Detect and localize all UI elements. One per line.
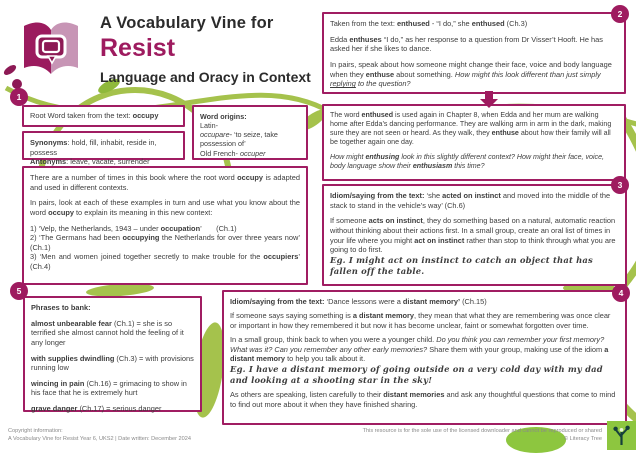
- copyright-detail: A Vocabulary Vine for Resist Year 6, UKS2 | Date written: December 2024: [8, 436, 191, 443]
- synonyms-line: Synonyms: hold, fill, inhabit, reside in, possess: [30, 138, 157, 157]
- phrase-item: almost unbearable fear (Ch.1) = she is so terrified she almost cannot hold the feeling of it any longer: [31, 318, 184, 347]
- footer: [0, 424, 636, 450]
- step-badge-5: 5: [10, 282, 28, 300]
- paragraph: Idiom/saying from the text: ‘Dance lessons were a distant memory’ (Ch.15): [230, 297, 487, 306]
- step-badge-1: 1: [10, 88, 28, 106]
- enthused-quote-box: [322, 12, 626, 94]
- page-subtitle: Language and Oracy in Context: [100, 69, 311, 85]
- paragraph: Edda enthuses “I do,” as her response to a question from Dr Visser’t Hooft. He has asked her if she likes to dance.: [330, 34, 603, 54]
- license-text: This resource is for the sole use of the licensed downloader and cannot be reproduced or shared: [362, 428, 602, 435]
- example-handwriting: Eg. I have a distant memory of going outside on a very cold day with my dad and looking at a shooting star in the sky!: [230, 363, 603, 385]
- phrases-title: Phrases to bank:: [31, 303, 91, 312]
- book-speech-logo-icon: [10, 8, 92, 88]
- paragraph: If someone says saying something is a distant memory, they mean that what they are remembering was once clear or important in how they remembered it but now it has become unclear, faint or somewhat forgotten over time.: [230, 311, 611, 330]
- antonyms-line: Antonyms: leave, vacate, surrender: [30, 157, 150, 167]
- phrases-bank-box: [23, 296, 202, 412]
- phrase-item: with supplies dwindling (Ch.3) = with provisions running low: [31, 353, 194, 373]
- step-badge-3: 3: [611, 176, 629, 194]
- phrase-item: wincing in pain (Ch.16) = grimacing to show in his face that he is extremely hurt: [31, 378, 187, 398]
- origins-line-2: occupare- ‘to seize, take: [200, 130, 278, 140]
- arrow-down-connector-icon: [477, 91, 501, 108]
- paragraph: Taken from the text: enthused - “I do,” she enthused (Ch.3): [330, 19, 528, 28]
- origins-line-4: Old French- occuper: [200, 148, 266, 158]
- paragraph: How might enthusing look in this slightly different context? How might their face, voice, body language show their enthusiasm this time?: [330, 152, 605, 170]
- publisher-credit: © Literacy Tree: [563, 436, 602, 443]
- page-title: Resist: [100, 34, 176, 62]
- origins-line-3: possession of’: [200, 139, 246, 149]
- enthused-context-box: [322, 104, 626, 181]
- paragraph: In pairs, speak about how someone might change their face, voice and body language when they enthuse about something. How might this look different than just simply replying to the question?: [330, 59, 612, 89]
- quote-line: 2) ‘The Germans had been occupying the Netherlands for over three years now’ (Ch.1): [30, 233, 300, 252]
- copyright-label: Copyright information:: [8, 428, 63, 435]
- root-word-text: Root Word taken from the text: occupy: [30, 111, 159, 121]
- paragraph: In a small group, think back to when you were a younger child. Do you think you can remember your first memory? What was it? Can you remember any other early memories? Share them with your group, making use of the idiom a distant memory to help you talk about it.: [230, 335, 609, 364]
- distant-memory-idiom-box: [222, 290, 627, 425]
- word-origins-title: Word origins:: [200, 112, 247, 121]
- word-origins-box: [192, 105, 308, 160]
- paragraph: The word enthused is used again in Chapter 8, when Edda and her mum are walking home after Edda’s dancing performance. They are walking arm in arm in the dark, making sure they are not seen or heard. As they walk, they enthuse about how their family will all be together again one day.: [330, 111, 612, 146]
- license-note: [363, 428, 602, 444]
- paragraph: Idiom/saying from the text: ‘she acted on instinct and moved into the middle of the stack to stand in the vehicle’s way’ (Ch.6): [330, 191, 611, 210]
- origins-line-1: Latin-: [200, 121, 218, 131]
- occupy-activity-box: [22, 166, 308, 285]
- literacy-tree-logo-icon: [607, 421, 636, 450]
- synonyms-box: [22, 131, 185, 167]
- step-badge-4: 4: [612, 284, 630, 302]
- phrase-item: grave danger (Ch.17) = serious danger: [31, 404, 162, 413]
- header-pretitle: A Vocabulary Vine for: [100, 14, 274, 32]
- paragraph: As others are speaking, listen carefully to their distant memories and ask any thoughtful questions that come to mind to find out more about it when they have finished sharing.: [230, 390, 616, 409]
- example-handwriting: Eg. I might act on instinct to catch an object that has fallen off the table.: [330, 254, 593, 276]
- step-badge-2: 2: [611, 5, 629, 23]
- copyright-info: [8, 428, 191, 444]
- root-word-box: [22, 105, 185, 127]
- quote-line: 3) ‘Men and women joined together secretly to make trouble for the occupiers’ (Ch.4): [30, 252, 300, 271]
- quote-line: 1) ‘Velp, the Netherlands, 1943 – under occupation’ (Ch.1): [30, 223, 237, 233]
- header: [100, 14, 311, 85]
- paragraph: If someone acts on instinct, they do something based on a natural, automatic reaction without thinking about their actions first. In a small group, create an oral list of times in your life where you might act on instinct rather than stop to think through what you are going to do first.: [330, 216, 616, 255]
- paragraph: In pairs, look at each of these examples in turn and use what you know about the word occupy to explain its meaning in this new context:: [30, 198, 300, 217]
- instinct-idiom-box: [322, 184, 627, 286]
- paragraph: There are a number of times in this book where the root word occupy is adapted and used in different contexts.: [30, 173, 300, 192]
